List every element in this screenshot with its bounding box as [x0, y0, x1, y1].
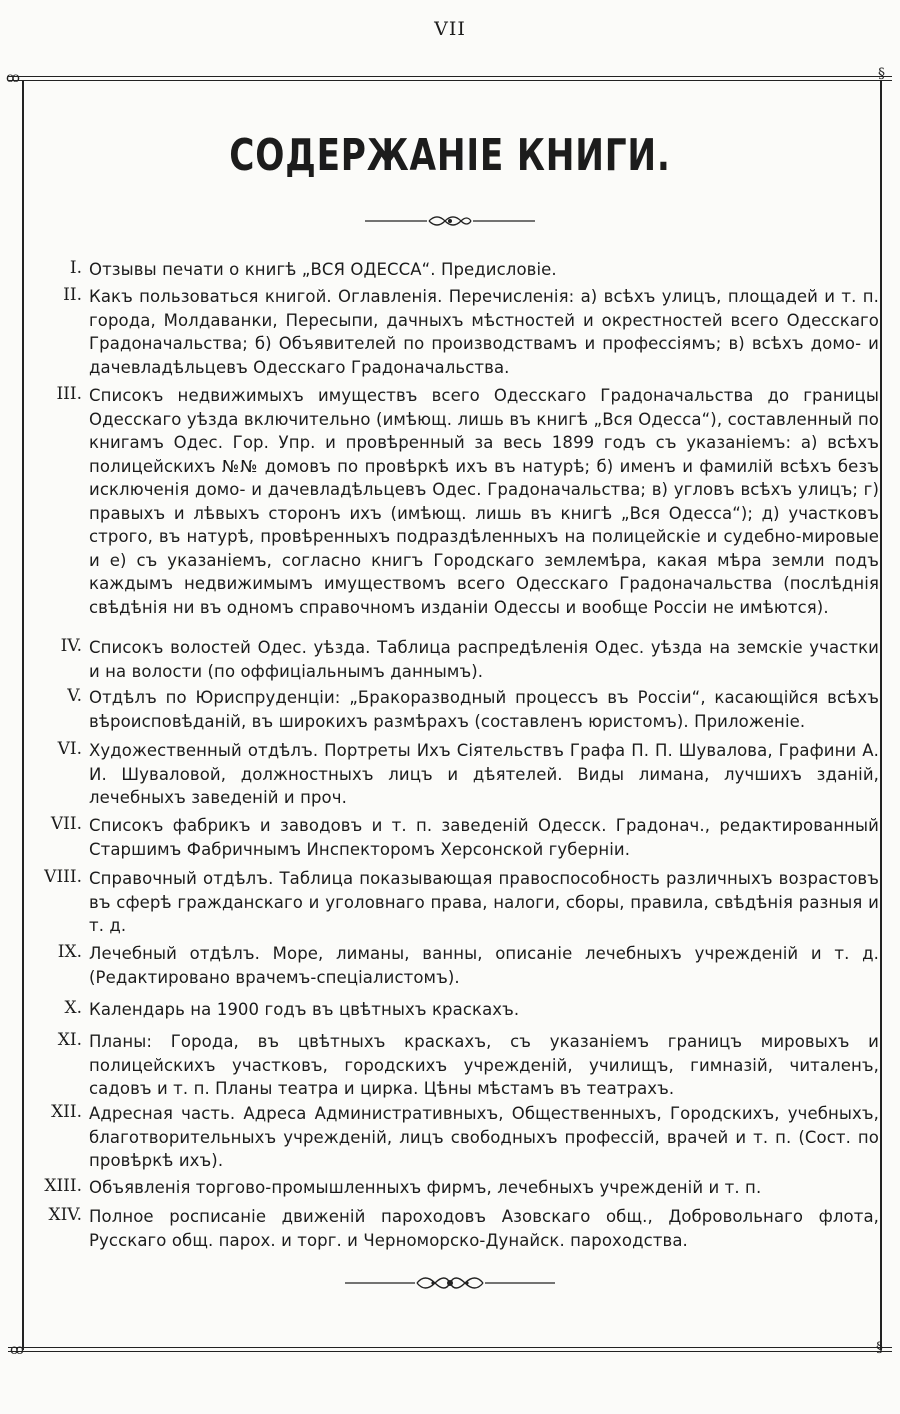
page-number: VII [434, 18, 466, 40]
corner-ornament-top-right: § [878, 66, 885, 82]
toc-item-number: VI. [57, 739, 82, 759]
corner-ornament-top-left: ꝏ [6, 70, 20, 86]
toc-item-text: Списокъ фабрикъ и заводовъ и т. п. заведеній Одесск. Градонач., редактированный Старшимъ Фабричнымъ Инспекторомъ Херсонской губерніи. [89, 816, 879, 859]
toc-item-number: II. [63, 285, 82, 305]
toc-item-number: VII. [50, 814, 82, 834]
toc-item-text: Адресная часть. Адреса Административныхъ, Общественныхъ, Городскихъ, учебныхъ, благотворительныхъ учрежденій, лицъ свободныхъ профессій, врачей и т. п. (Сост. по провѣркѣ ихъ). [89, 1104, 879, 1170]
corner-ornament-bottom-right: § [876, 1340, 883, 1356]
toc-item-number: IX. [57, 942, 82, 962]
toc-item-text: Какъ пользоваться книгой. Оглавленія. Перечисленія: а) всѣхъ улицъ, площадей и т. п. города, Молдаванки, Пересыпи, дачныхъ мѣстностей и окрестностей всего Одесскаго Градоначальства; б) Объявителей по производствамъ и профессіямъ; в) всѣхъ домо- и дачевладѣльцевъ Одесскаго Градоначальства. [89, 287, 879, 377]
toc-item-text: Объявленія торгово-промышленныхъ фирмъ, лечебныхъ учрежденій и т. п. [89, 1178, 762, 1197]
toc-item-number: V. [67, 686, 82, 706]
toc-item-text: Полное росписаніе движеній пароходовъ Азовскаго общ., Добровольнаго флота, Русскаго общ. парох. и торг. и Черноморско-Дунайск. пароходства. [89, 1207, 879, 1250]
page-title: СОДЕРЖАНІЕ КНИГИ. [229, 130, 671, 181]
toc-item-text: Календарь на 1900 годъ въ цвѣтныхъ краскахъ. [89, 1000, 520, 1019]
toc-item-text: Справочный отдѣлъ. Таблица показывающая правоспособность различныхъ возрастовъ въ сферѣ гражданскаго и уголовнаго права, налоги, сборы, правила, свѣдѣнія разныя и т. д. [89, 869, 879, 935]
toc-item-number: XIV. [48, 1205, 82, 1225]
toc-item-text: Лечебный отдѣлъ. Море, лиманы, ванны, описаніе лечебныхъ учрежденій и т. д. (Редактировано врачемъ-спеціалистомъ). [89, 944, 879, 987]
toc-item-number: XIII. [44, 1176, 82, 1196]
toc-item-number: XII. [51, 1102, 82, 1122]
toc-item-number: III. [56, 384, 82, 404]
toc-item-text: Отдѣлъ по Юриспруденціи: „Бракоразводный процессъ въ Россіи“, касающійся всѣхъ вѣроисповѣданій, въ широкихъ размѣрахъ (составленъ юристомъ). Приложеніе. [89, 688, 879, 731]
toc-item-number: VIII. [44, 867, 82, 887]
title-divider-ornament [365, 210, 535, 232]
toc-item-number: XI. [57, 1030, 82, 1050]
toc-item-text: Списокъ недвижимыхъ имуществъ всего Одесскаго Градоначальства до границы Одесскаго уѣзда включительно (имѣющ. лишь въ книгѣ „Вся Одесса“), составленный по книгамъ Одес. Гор. Упр. и провѣренный за весь 1899 годъ съ указаніемъ: а) всѣхъ полицейскихъ №№ домовъ по провѣркѣ ихъ въ натурѣ; б) именъ и фамилій всѣхъ безъ исключенія домо- и дачевладѣльцевъ Одес. Градоначальства; в) угловъ всѣхъ улицъ; г) правыхъ и лѣвыхъ сторонъ ихъ (имѣющ. лишь въ книгѣ „Вся Одесса“); д) участковъ строго, въ натурѣ, провѣренныхъ подраздѣленныхъ на полицейскіе и судебно-мировые и е) съ указаніемъ, согласно книгъ Городскаго землемѣра, какая мѣра земли подъ каждымъ недвижимымъ имуществомъ всего Одесскаго Градоначальства (послѣднія свѣдѣнія ни въ одномъ справочномъ изданіи Одессы и вообще Россіи не имѣются). [89, 386, 879, 617]
toc-item-number: X. [64, 998, 82, 1018]
toc-item-number: IV. [60, 636, 82, 656]
closing-ornament [345, 1270, 555, 1296]
toc-item-number: I. [69, 258, 82, 278]
corner-ornament-bottom-left: ꝏ [10, 1342, 24, 1358]
toc-item-text: Списокъ волостей Одес. уѣзда. Таблица распредѣленія Одес. уѣзда на земскіе участки и на волости (по оффиціальнымъ даннымъ). [89, 638, 879, 681]
toc-item-text: Планы: Города, въ цвѣтныхъ краскахъ, съ указаніемъ границъ мировыхъ и полицейскихъ участковъ, городскихъ учрежденій, училищъ, гимназій, читаленъ, садовъ и т. п. Планы театра и цирка. Цѣны мѣстамъ въ театрахъ. [89, 1032, 879, 1098]
toc-item-text: Отзывы печати о книгѣ „ВСЯ ОДЕССА“. Предисловіе. [89, 260, 557, 279]
toc-item-text: Художественный отдѣлъ. Портреты Ихъ Сіятельствъ Графа П. П. Шувалова, Графини А. И. Шуваловой, должностныхъ лицъ и дѣятелей. Виды лимана, лучшихъ зданій, лечебныхъ заведеній и проч. [89, 741, 879, 807]
